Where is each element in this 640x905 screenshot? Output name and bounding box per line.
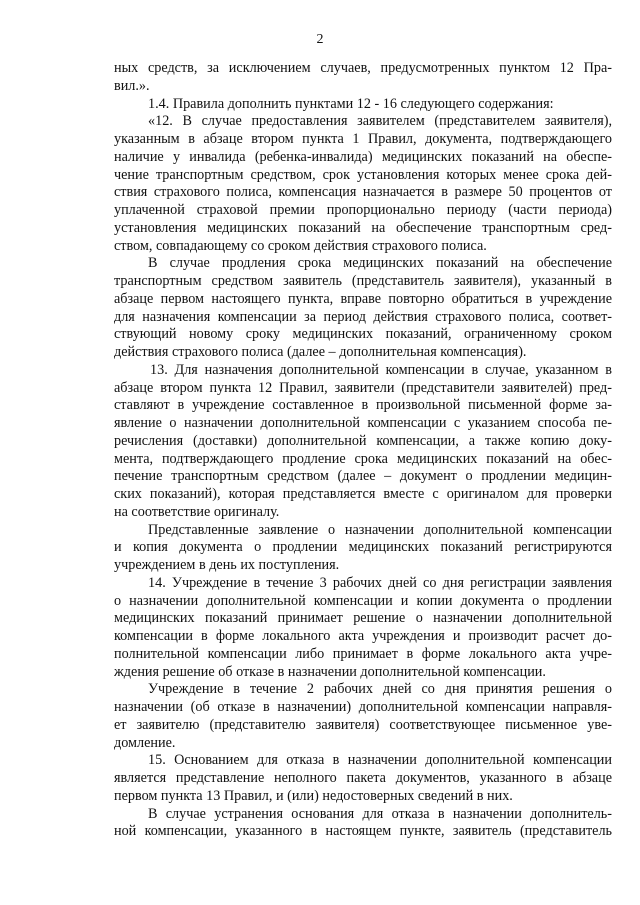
text-line: В случае продления срока медицинских показаний на обеспечение [148, 255, 612, 272]
page-number: 2 [316, 32, 324, 47]
text-line: домление. [114, 734, 176, 751]
text-line: 14. Учреждение в течение 3 рабочих дней со дня регистрации заявления [148, 574, 612, 591]
text-line: учреждением в день их поступления. [114, 557, 340, 573]
text-line: ных средств, за исключением случаев, предусмотренных пунктом 12 Пра- [114, 60, 612, 76]
text-line: наличие у инвалида (ребенка-инвалида) медицинских показаний на обеспе- [114, 148, 612, 165]
text-line: транспортным средством заявитель (представитель заявителя), указанный в [114, 273, 612, 289]
text-line: компенсации в форме локального акта учреждения и производит расчет до- [114, 628, 612, 644]
text-line: для назначения компенсации за период действия страхового полиса, соответ- [114, 308, 612, 325]
text-line: о назначении дополнительной компенсации и копии документа о продлении [114, 592, 612, 609]
text-line: ет заявителю (представителю заявителя) соответствующее письменное уве- [114, 716, 612, 733]
text-line: вил.». [114, 77, 150, 94]
text-line: является представление неполного пакета документов, указанного в абзаце [114, 770, 612, 786]
text-line: действия страхового полиса (далее – дополнительная компенсация). [114, 344, 527, 360]
text-line: явление о назначении дополнительной компенсации с указанием способа пе- [114, 415, 612, 431]
text-line: первом пункта 13 Правил, и (или) недостоверных сведений в них. [114, 787, 513, 804]
text-line: полнительной компенсации либо принимает в форме локального акта учре- [114, 645, 612, 662]
text-line: В случае устранения основания для отказа в назначении дополнитель- [148, 805, 612, 822]
text-line: Представленные заявление о назначении дополнительной компенсации [148, 521, 612, 538]
text-line: «12. В случае предоставления заявителем (представителем заявителя), [148, 113, 612, 130]
text-line: ствующий новому сроку медицинских показаний, ограниченному сроком [114, 326, 612, 343]
text-line: установления медицинских показаний на обеспечение транспортным сред- [114, 219, 612, 236]
text-line: ствия страхового полиса, компенсация назначается в размере 50 процентов от [114, 184, 612, 201]
text-line: назначении (об отказе в назначении) дополнительной компенсации направля- [114, 699, 612, 715]
text-line: речисления (доставки) дополнительной компенсации, а также копию доку- [114, 432, 612, 449]
text-line: мента, подтверждающего продление срока медицинских показаний на обес- [114, 450, 612, 467]
text-line: ских показаний), которая представляется вместе с оригиналом для проверки [114, 486, 612, 502]
text-line: ждения решение об отказе в назначении дополнительной компенсации. [114, 663, 546, 680]
text-line: на соответствие оригиналу. [114, 503, 280, 520]
text-line: уплаченной страховой премии пропорционально периоду (части периода) [114, 202, 612, 218]
text-line: абзаце втором пункта 12 Правил, заявители (представители заявителей) пред- [114, 379, 612, 396]
text-line: ной компенсации, указанного в настоящем пункте, заявитель (представитель [114, 823, 612, 840]
text-line: 15. Основанием для отказа в назначении дополнительной компенсации [148, 752, 612, 769]
text-line: 13. Для назначения дополнительной компенсации в случае, указанном в [150, 361, 612, 378]
text-line: ством, совпадающему со сроком действия страхового полиса. [114, 237, 487, 254]
text-line: и копия документа о продлении медицинских показаний регистрируются [114, 539, 612, 556]
text-line: 1.4. Правила дополнить пунктами 12 - 16 следующего содержания: [148, 95, 554, 112]
text-line: указанным в абзаце втором пункта 1 Правил, документа, подтверждающего [114, 131, 612, 147]
text-line: ставляют в учреждение составленное в произвольной письменной форме за- [114, 397, 612, 414]
text-line: Учреждение в течение 2 рабочих дней со дня принятия решения о [148, 681, 612, 698]
text-line: печение транспортным средством (далее – документ о продлении медицин- [114, 468, 612, 485]
document-body [114, 60, 612, 841]
text-line: медицинских показаний принимает решение о назначении дополнительной [114, 610, 612, 627]
text-line: чение транспортным средством, срок установления которых менее срока дей- [114, 166, 612, 183]
text-line: абзаце первом настоящего пункта, вправе повторно обратиться в учреждение [114, 290, 612, 307]
